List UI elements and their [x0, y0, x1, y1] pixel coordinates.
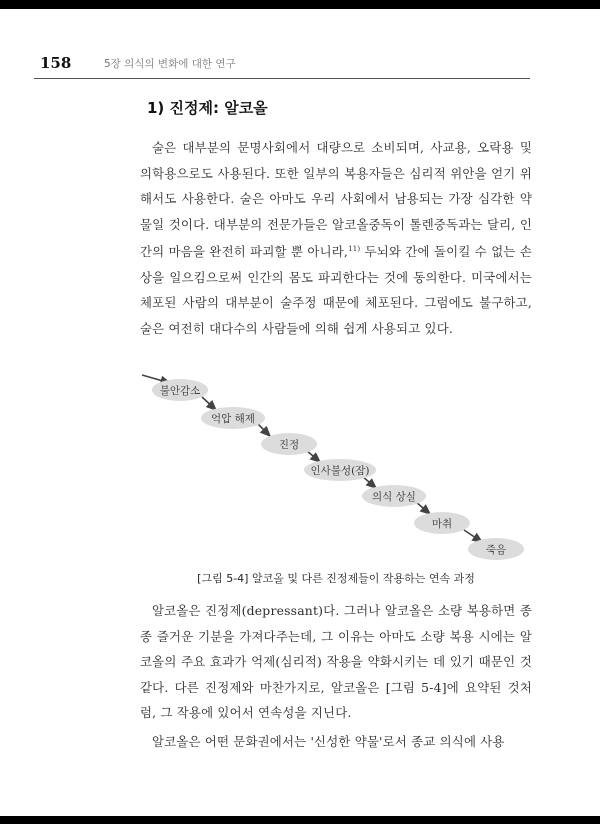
chapter-title: 5장 의식의 변화에 대한 연구	[104, 58, 236, 70]
stage-label-1: 불안감소	[159, 385, 201, 397]
header-rule	[34, 78, 530, 79]
page-header	[34, 50, 530, 80]
section-title: 1) 진정제: 알코올	[147, 99, 268, 117]
stage-label-6: 마취	[431, 518, 453, 530]
paragraph-2-text: 알코올은 진정제(depressant)다. 그러나 알코올은 소량 복용하면 종종 즐거운 기분을 가져다주는데, 그 이유는 아마도 소량 복용 시에는 알코올의 주요 효과가 억제(심리적) 작용을 약화시키는 데 있기 때문인 것 같다. 다른 진정제와 마찬가지로, 알코올은 [그림 5-4]에 요약된 것처럼, 그 작용에 있어서 연속성을 지닌다.	[140, 603, 532, 720]
stage-label-7: 죽음	[485, 544, 507, 556]
paragraph-1	[140, 135, 532, 341]
paragraph-1-text-a: 술은 대부분의 문명사회에서 대량으로 소비되며, 사교용, 오락용 및 의학용으로도 사용된다. 또한 일부의 복용자들은 심리적 위안을 얻기 위해서도 사용한다. 술은 아마도 우리 사회에서 남용되는 가장 심각한 약물일 것이다. 대부분의 전문가들은 알코올중독이 톨렌중독과는 달리, 인간의 마음을 완전히 파괴할 뿐 아니라,	[140, 140, 532, 260]
sedative-continuum-diagram	[140, 370, 540, 565]
stage-label-4: 인사불성(잠)	[310, 465, 370, 477]
paragraph-3	[140, 729, 532, 755]
stage-label-3: 진정	[278, 439, 300, 451]
bottom-border	[0, 816, 600, 824]
page-number: 158	[40, 54, 72, 72]
paragraph-2	[140, 598, 532, 726]
figure-caption: [그림 5-4] 알코올 및 다른 진정제들이 작용하는 연속 과정	[197, 572, 475, 585]
paragraph-3-text: 알코올은 어떤 문화권에서는 '신성한 약물'로서 종교 의식에 사용	[152, 734, 505, 749]
footnote-marker: 11)	[348, 245, 361, 253]
top-border	[0, 0, 600, 9]
paragraph-1-text-b: 두뇌와 간에 돌이킬 수 없는 손상을 일으킴으로써 인간의 몸도 파괴한다는 것에 동의한다. 미국에서는 체포된 사람의 대부분이 술주정 때문에 체포된다. 그럼에도 불구하고, 술은 여전히 대다수의 사람들에 의해 쉽게 사용되고 있다.	[140, 244, 532, 336]
stage-label-5: 의식 상실	[372, 491, 416, 503]
stage-label-2: 억압 해제	[211, 413, 255, 425]
